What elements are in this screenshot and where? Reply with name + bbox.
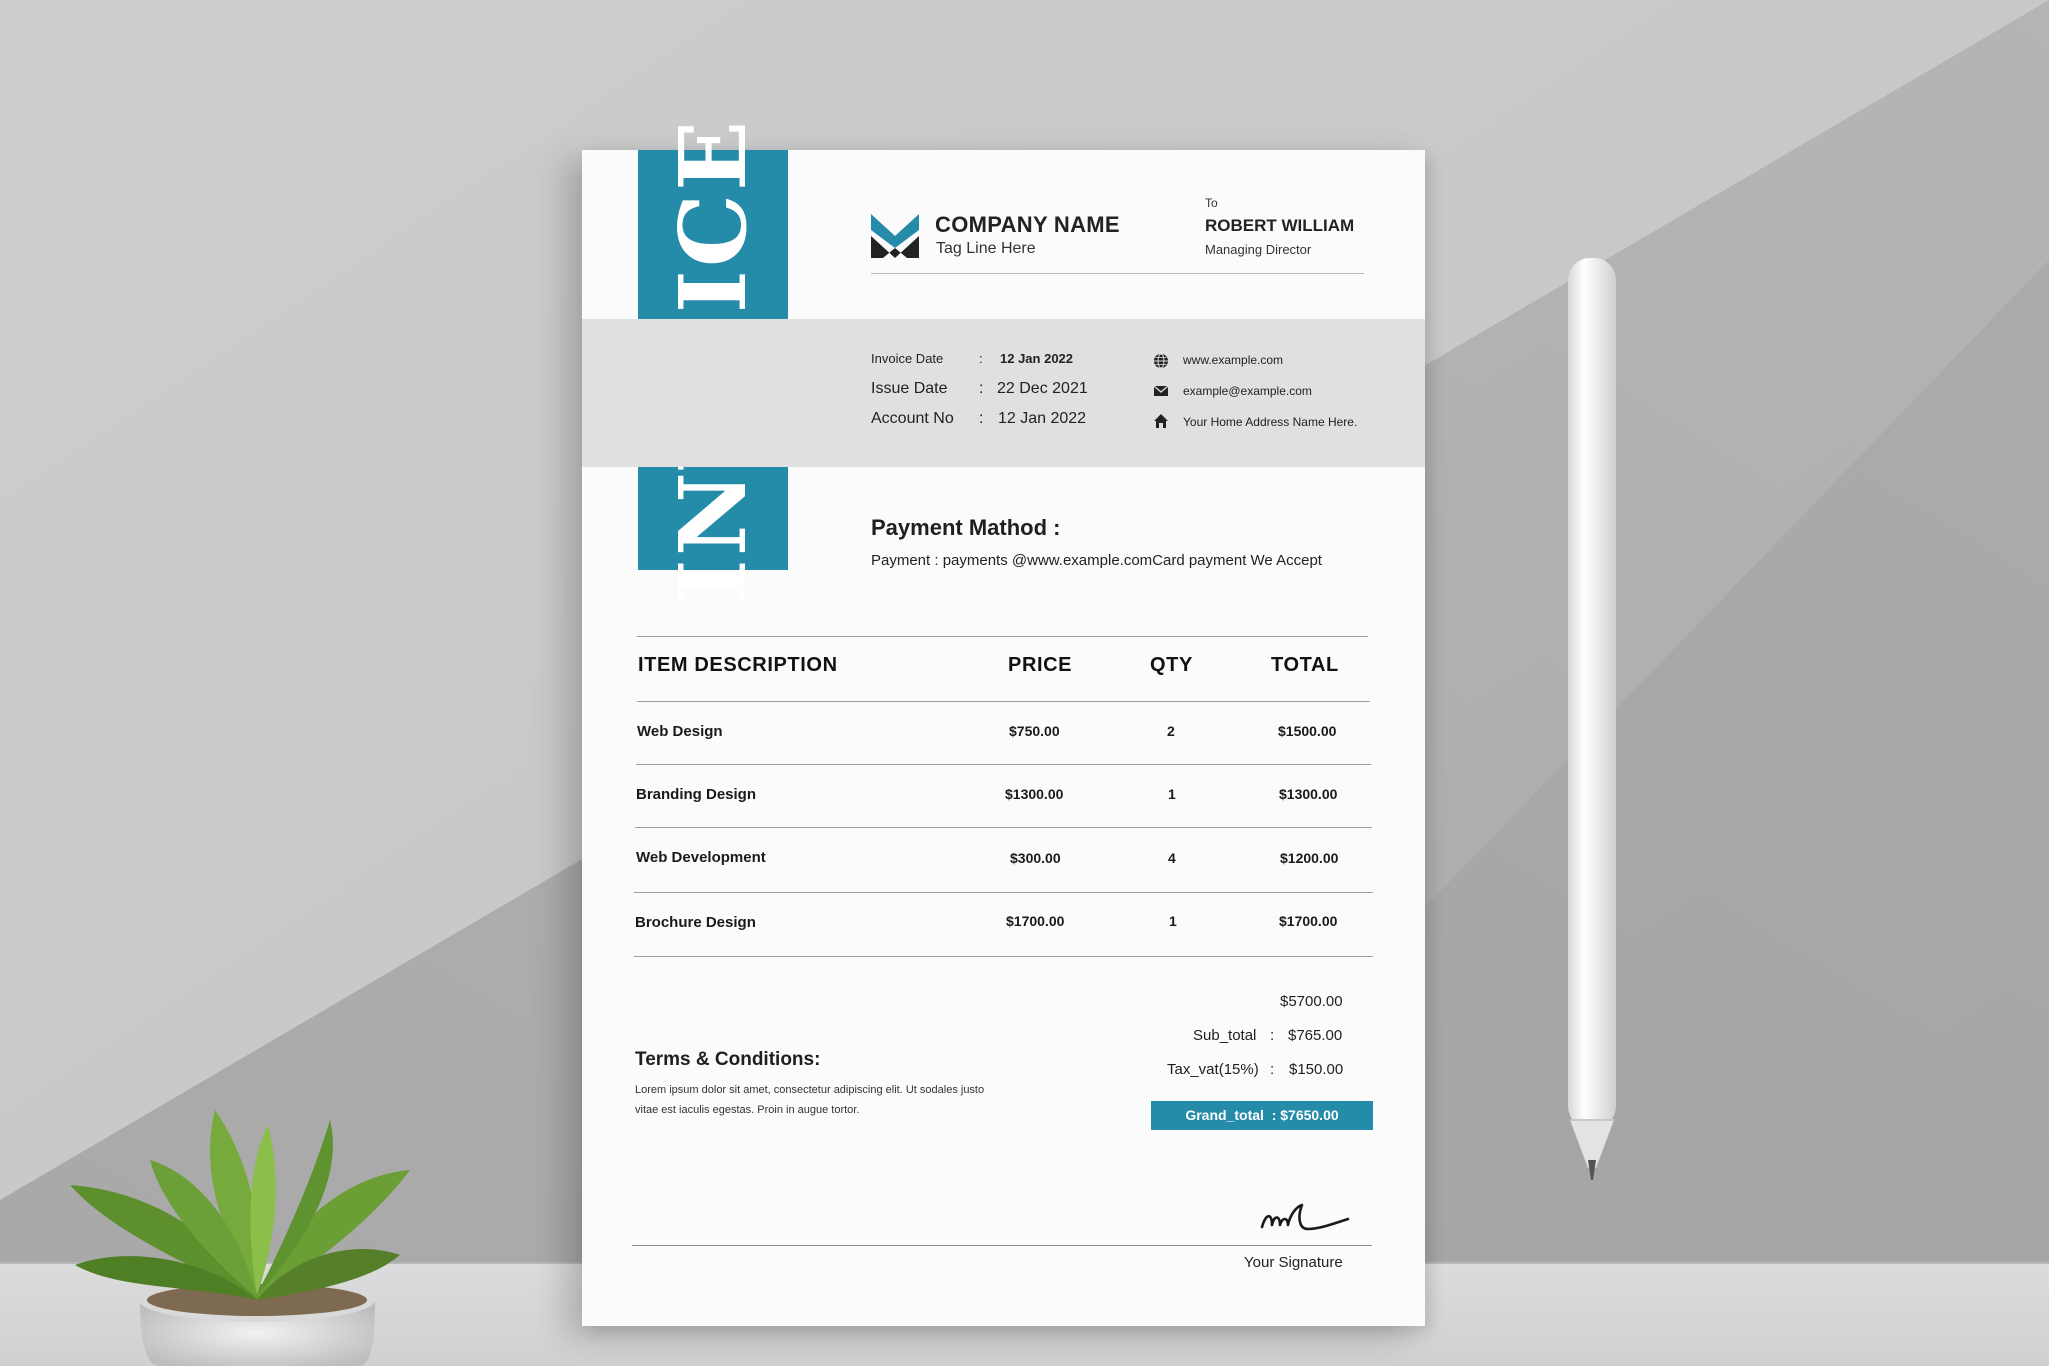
globe-icon [1153, 353, 1169, 369]
issue-date-value: 22 Dec 2021 [997, 380, 1088, 397]
company-tagline: Tag Line Here [936, 240, 1036, 257]
row-total: $1200.00 [1280, 850, 1339, 866]
row-item: Branding Design [636, 786, 757, 803]
grand-total-value: : $7650.00 [1271, 1107, 1339, 1123]
grand-total-label: Grand_total [1185, 1107, 1264, 1123]
column-header-qty: QTY [1150, 654, 1193, 676]
payment-method-text: Payment : payments @www.example.comCard payment We Accept [871, 552, 1322, 569]
row-item: Brochure Design [635, 914, 756, 931]
column-header-item: ITEM DESCRIPTION [638, 654, 838, 676]
table-top-rule [637, 636, 1368, 637]
row-total: $1700.00 [1279, 913, 1338, 929]
terms-text: Lorem ipsum dolor sit amet, consectetur adipiscing elit. Ut sodales justo vitae est iaculis egestas. Proin in augue tortor. [635, 1084, 985, 1116]
row-divider [635, 827, 1372, 828]
invoice-date-value: 12 Jan 2022 [1000, 351, 1074, 366]
column-header-price: PRICE [1008, 654, 1073, 676]
contact-website: www.example.com [1183, 353, 1284, 367]
row-qty: 2 [1167, 723, 1175, 739]
row-divider [634, 892, 1373, 893]
tax-value: $150.00 [1289, 1061, 1344, 1078]
invoice-date-label: Invoice Date [871, 351, 944, 366]
payment-method-title: Payment Mathod : [871, 515, 1061, 540]
invoice-details-band [582, 319, 1425, 467]
account-no-label: Account No [871, 410, 954, 427]
terms-title: Terms & Conditions: [635, 1049, 821, 1070]
row-price: $1700.00 [1006, 913, 1065, 929]
row-item: Web Development [636, 849, 766, 866]
m-logo-icon [871, 214, 919, 258]
home-icon [1153, 413, 1169, 429]
issue-date-label: Issue Date [871, 380, 948, 397]
row-total: $1300.00 [1279, 786, 1338, 802]
row-item: Web Design [637, 723, 723, 740]
table-bottom-rule [634, 956, 1373, 957]
row-divider [636, 764, 1371, 765]
row-qty: 1 [1168, 786, 1176, 802]
invoice-paper [582, 150, 1425, 1326]
row-price: $1300.00 [1005, 786, 1064, 802]
stylus-pencil [1568, 258, 1616, 1180]
row-price: $300.00 [1010, 850, 1061, 866]
account-no-sep: : [979, 410, 984, 427]
contact-email: example@example.com [1183, 384, 1312, 398]
issue-date-sep: : [979, 380, 984, 397]
recipient-name: ROBERT WILLIAM [1205, 216, 1355, 235]
recipient-to-label: To [1205, 196, 1218, 210]
invoice-date-sep: : [979, 351, 983, 366]
signature-label: Your Signature [1244, 1254, 1343, 1271]
table-header-rule [637, 701, 1370, 702]
row-total: $1500.00 [1278, 723, 1337, 739]
account-no-value: 12 Jan 2022 [998, 410, 1087, 427]
grand-total-box [1151, 1101, 1373, 1130]
header-divider [871, 273, 1364, 274]
company-name: COMPANY NAME [935, 212, 1120, 237]
row-price: $750.00 [1009, 723, 1060, 739]
subtotal-value: $765.00 [1288, 1027, 1343, 1044]
contact-address: Your Home Address Name Here. [1183, 415, 1358, 429]
tax-sep: : [1270, 1061, 1275, 1078]
column-header-total: TOTAL [1271, 654, 1339, 676]
recipient-title: Managing Director [1205, 242, 1312, 257]
subtotal-sep: : [1270, 1027, 1275, 1044]
signature-scribble [1258, 1195, 1354, 1235]
row-qty: 4 [1168, 850, 1176, 866]
signature-line [632, 1245, 1372, 1246]
subtotal-label: Sub_total [1193, 1027, 1257, 1044]
row-qty: 1 [1169, 913, 1177, 929]
mail-icon [1153, 383, 1169, 399]
tax-label: Tax_vat(15%) [1167, 1061, 1259, 1078]
items-amount: $5700.00 [1280, 993, 1343, 1010]
